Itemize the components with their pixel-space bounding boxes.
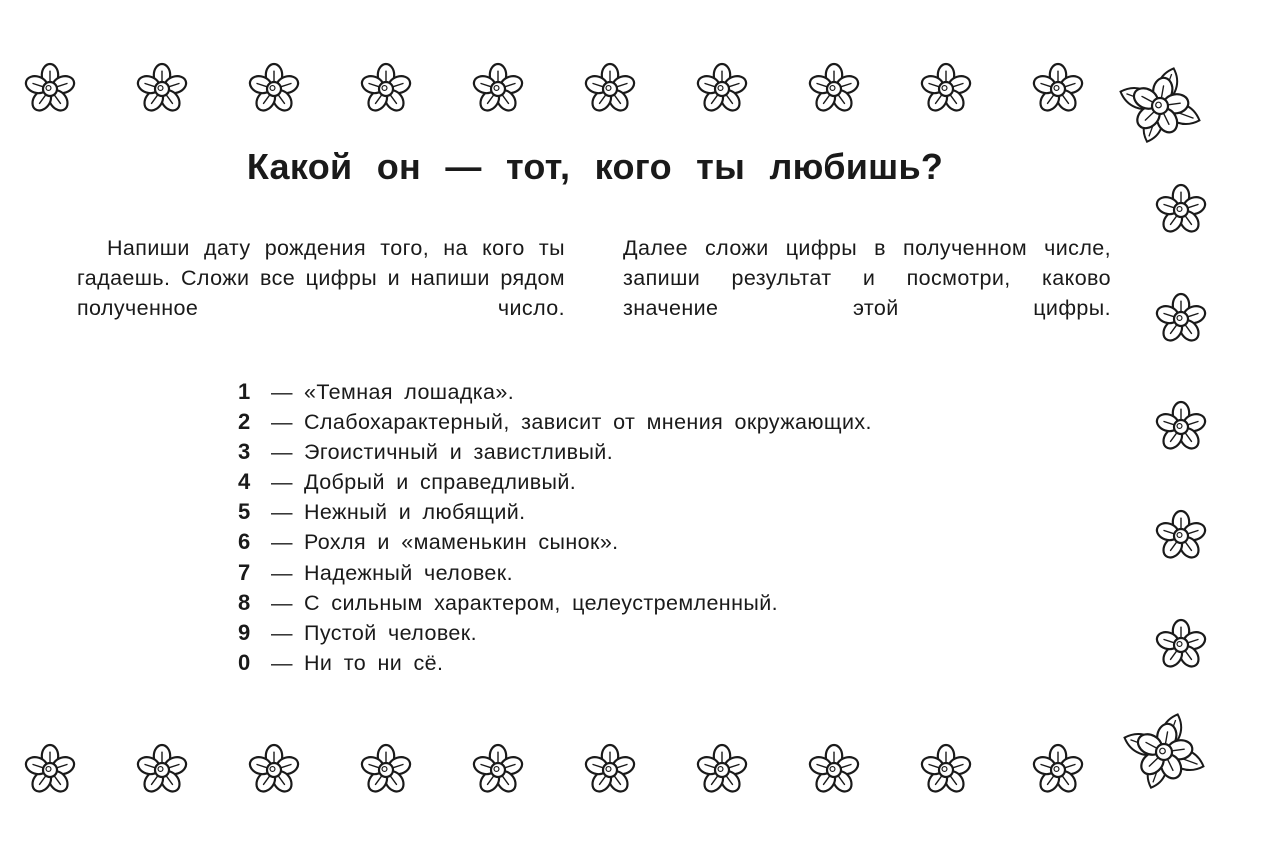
flower-icon — [134, 61, 190, 117]
meaning-text: Ни то ни сё. — [304, 650, 444, 675]
meaning-text: Слабохарактерный, зависит от мнения окружающих. — [304, 410, 872, 435]
meaning-dash: — — [271, 470, 293, 495]
meaning-dash: — — [271, 560, 293, 585]
flower-icon — [358, 61, 414, 117]
instruction-right: Далее сложи цифры в полученном числе, запиши результат и посмотри, каково значение этой цифры. — [623, 236, 1111, 320]
flower-icon — [1153, 508, 1209, 564]
meaning-text: С сильным характером, целеустремленный. — [304, 590, 778, 615]
meaning-digit: 3 — [238, 439, 251, 465]
flower-icon — [694, 61, 750, 117]
flower-icon — [246, 61, 302, 117]
meaning-item — [238, 377, 872, 407]
meaning-text: Нежный и любящий. — [304, 500, 526, 525]
flower-icon — [470, 742, 526, 798]
meaning-dash: — — [271, 410, 293, 435]
flower-icon — [1030, 742, 1086, 798]
flower-icon — [806, 742, 862, 798]
meaning-digit: 0 — [238, 649, 251, 675]
meaning-text: Эгоистичный и завистливый. — [304, 440, 614, 465]
meaning-text: Надежный человек. — [304, 560, 513, 585]
meaning-dash: — — [271, 620, 293, 645]
flower-icon — [1153, 291, 1209, 347]
flower-icon — [246, 742, 302, 798]
meaning-digit: 9 — [238, 619, 251, 645]
flower-icon — [918, 742, 974, 798]
meaning-item — [238, 407, 872, 437]
instruction-left: Напиши дату рождения того, на кого ты гадаешь. Сложи все цифры и напиши рядом полученное число. — [77, 236, 565, 320]
flower-icon — [134, 742, 190, 798]
meaning-digit: 1 — [238, 379, 251, 404]
leafy-flower-icon — [1118, 706, 1210, 798]
meaning-text: Пустой человек. — [304, 620, 477, 645]
flower-icon — [582, 742, 638, 798]
meaning-digit: 8 — [238, 589, 251, 615]
meaning-item — [238, 558, 872, 588]
meaning-item — [238, 588, 872, 618]
meaning-digit: 6 — [238, 529, 251, 555]
flower-icon — [582, 61, 638, 117]
meaning-digit: 4 — [238, 469, 251, 495]
meaning-item — [238, 467, 872, 497]
flower-icon — [22, 742, 78, 798]
meaning-text: Добрый и справедливый. — [304, 470, 577, 495]
meaning-text: Рохля и «маменькин сынок». — [304, 530, 619, 555]
meaning-digit: 7 — [238, 559, 251, 585]
meaning-dash: — — [271, 380, 293, 404]
flower-icon — [918, 61, 974, 117]
meaning-dash: — — [271, 590, 293, 615]
page-title: Какой он — тот, кого ты любишь? — [246, 146, 944, 187]
leafy-flower-icon — [1114, 60, 1206, 152]
flower-icon — [1153, 617, 1209, 673]
meaning-text: «Темная лошадка». — [304, 380, 515, 404]
meaning-item — [238, 648, 872, 678]
flower-icon — [1153, 399, 1209, 455]
meaning-list — [238, 377, 872, 678]
meaning-digit: 5 — [238, 499, 251, 525]
meaning-item — [238, 497, 872, 527]
meaning-dash: — — [271, 650, 293, 675]
meaning-item — [238, 527, 872, 557]
flower-icon — [806, 61, 862, 117]
flower-icon — [22, 61, 78, 117]
meaning-item — [238, 618, 872, 648]
meaning-dash: — — [271, 530, 293, 555]
meaning-dash: — — [271, 440, 293, 465]
flower-icon — [470, 61, 526, 117]
meaning-dash: — — [271, 500, 293, 525]
flower-icon — [358, 742, 414, 798]
flower-icon — [1153, 182, 1209, 238]
flower-icon — [694, 742, 750, 798]
meaning-item — [238, 437, 872, 467]
meaning-digit: 2 — [238, 409, 251, 435]
flower-icon — [1030, 61, 1086, 117]
